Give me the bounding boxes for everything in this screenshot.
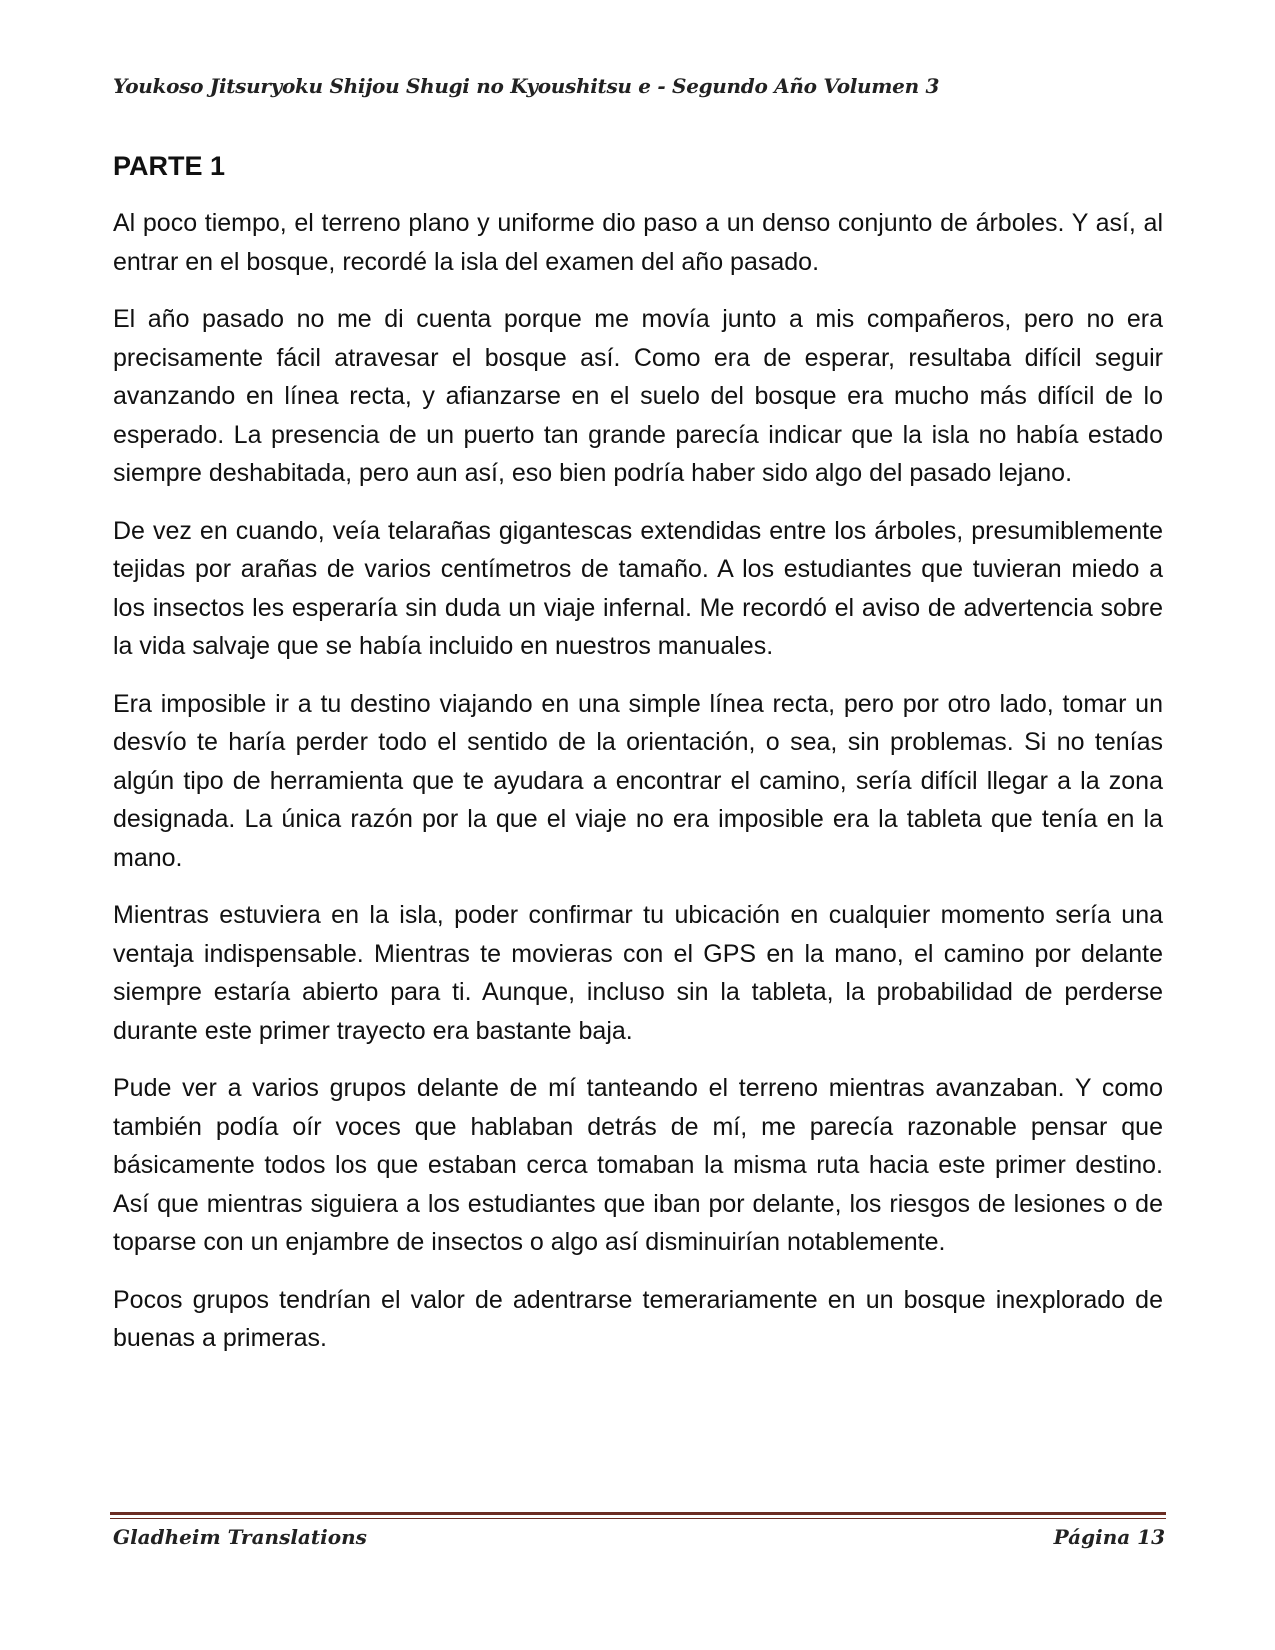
paragraph: El año pasado no me di cuenta porque me movía junto a mis compañeros, pero no era precisamente fácil atravesar el bosque así. Como era de esperar, resultaba difícil seguir avanzando en línea recta, y afianzarse en el suelo del bosque era mucho más difícil de lo esperado. La presencia de un puerto tan grande parecía indicar que la isla no había estado siempre deshabitada, pero aun así, eso bien podría haber sido algo del pasado lejano. — [113, 305, 1163, 488]
paragraph: Pude ver a varios grupos delante de mí tanteando el terreno mientras avanzaban. Y como también podía oír voces que hablaban detrás de mí, me parecía razonable pensar que básicamente todos los que estaban cerca tomaban la misma ruta hacia este primer destino. Así que mientras siguiera a los estudiantes que iban por delante, los riesgos de lesiones o de toparse con un enjambre de insectos o algo así disminuirían notablemente. — [113, 1074, 1163, 1257]
section-title: PARTE 1 — [113, 151, 226, 181]
page-body — [113, 150, 1163, 1377]
paragraph: Pocos grupos tendrían el valor de adentrarse temerariamente en un bosque inexplorado de buenas a primeras. — [113, 1285, 1163, 1353]
footer-divider — [110, 1512, 1166, 1515]
paragraph: Era imposible ir a tu destino viajando en una simple línea recta, pero por otro lado, tomar un desvío te haría perder todo el sentido de la orientación, o sea, sin problemas. Si no tenías algún tipo de herramienta que te ayudara a encontrar el camino, sería difícil llegar a la zona designada. La única razón por la que el viaje no era imposible era la tableta que tenía en la mano. — [113, 689, 1163, 872]
paragraph: De vez en cuando, veía telarañas gigantescas extendidas entre los árboles, presumiblemente tejidas por arañas de varios centímetros de tamaño. A los estudiantes que tuvieran miedo a los insectos les esperaría sin duda un viaje infernal. Me recordó el aviso de advertencia sobre la vida salvaje que se había incluido en nuestros manuales. — [113, 516, 1163, 661]
footer-publisher: Gladheim Translations — [113, 1525, 367, 1549]
paragraph: Mientras estuviera en la isla, poder confirmar tu ubicación en cualquier momento sería una ventaja indispensable. Mientras te movieras con el GPS en la mano, el camino por delante siempre estaría abierto para ti. Aunque, incluso sin la tableta, la probabilidad de perderse durante este primer trayecto era bastante baja. — [113, 901, 1163, 1045]
footer-divider-thin — [110, 1518, 1166, 1519]
footer-page-number: Página 13 — [1053, 1525, 1165, 1549]
running-header: Youkoso Jitsuryoku Shijou Shugi no Kyoushitsu e - Segundo Año Volumen 3 — [113, 74, 940, 98]
paragraph: Al poco tiempo, el terreno plano y uniforme dio paso a un denso conjunto de árboles. Y así, al entrar en el bosque, recordé la isla del examen del año pasado. — [113, 209, 1163, 276]
page-footer — [113, 1525, 1165, 1549]
